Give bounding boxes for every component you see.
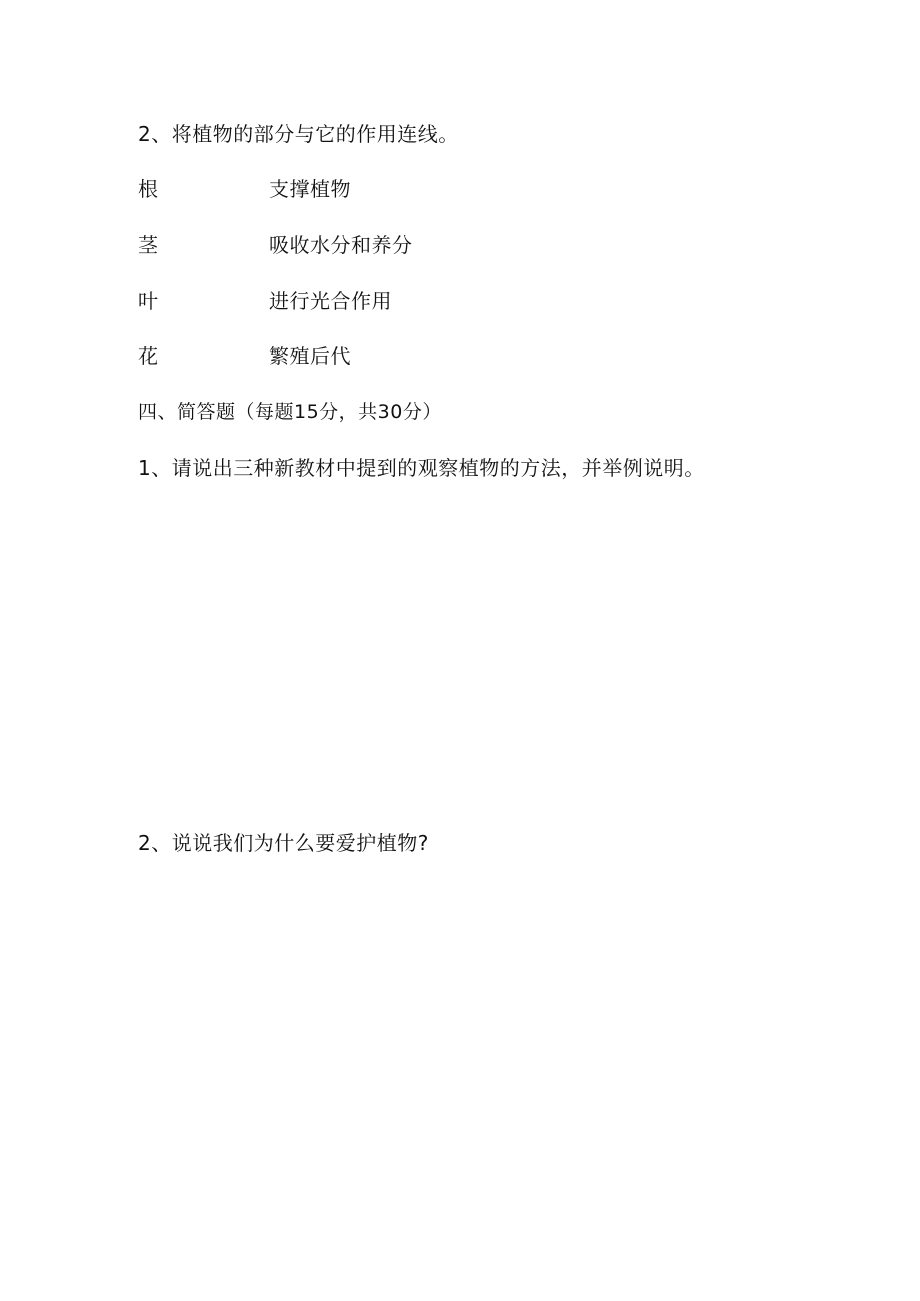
plant-function-label: 繁殖后代 (269, 344, 351, 368)
short-answer-question-2: 2、说说我们为什么要爱护植物? (138, 831, 429, 855)
matching-question-prompt: 2、将植物的部分与它的作用连线。 (138, 122, 459, 146)
plant-part-label: 花 (138, 344, 158, 368)
answer-space-1[interactable] (138, 500, 778, 820)
plant-function-label: 支撑植物 (269, 177, 351, 201)
plant-function-label: 吸收水分和养分 (269, 233, 413, 257)
plant-part-label: 根 (138, 177, 158, 201)
answer-space-2[interactable] (138, 875, 778, 1255)
section-heading: 四、简答题（每题15分，共30分） (138, 401, 442, 423)
plant-part-label: 茎 (138, 233, 158, 257)
plant-function-label: 进行光合作用 (269, 289, 392, 313)
short-answer-question-1: 1、请说出三种新教材中提到的观察植物的方法，并举例说明。 (138, 456, 705, 480)
plant-part-label: 叶 (138, 289, 158, 313)
